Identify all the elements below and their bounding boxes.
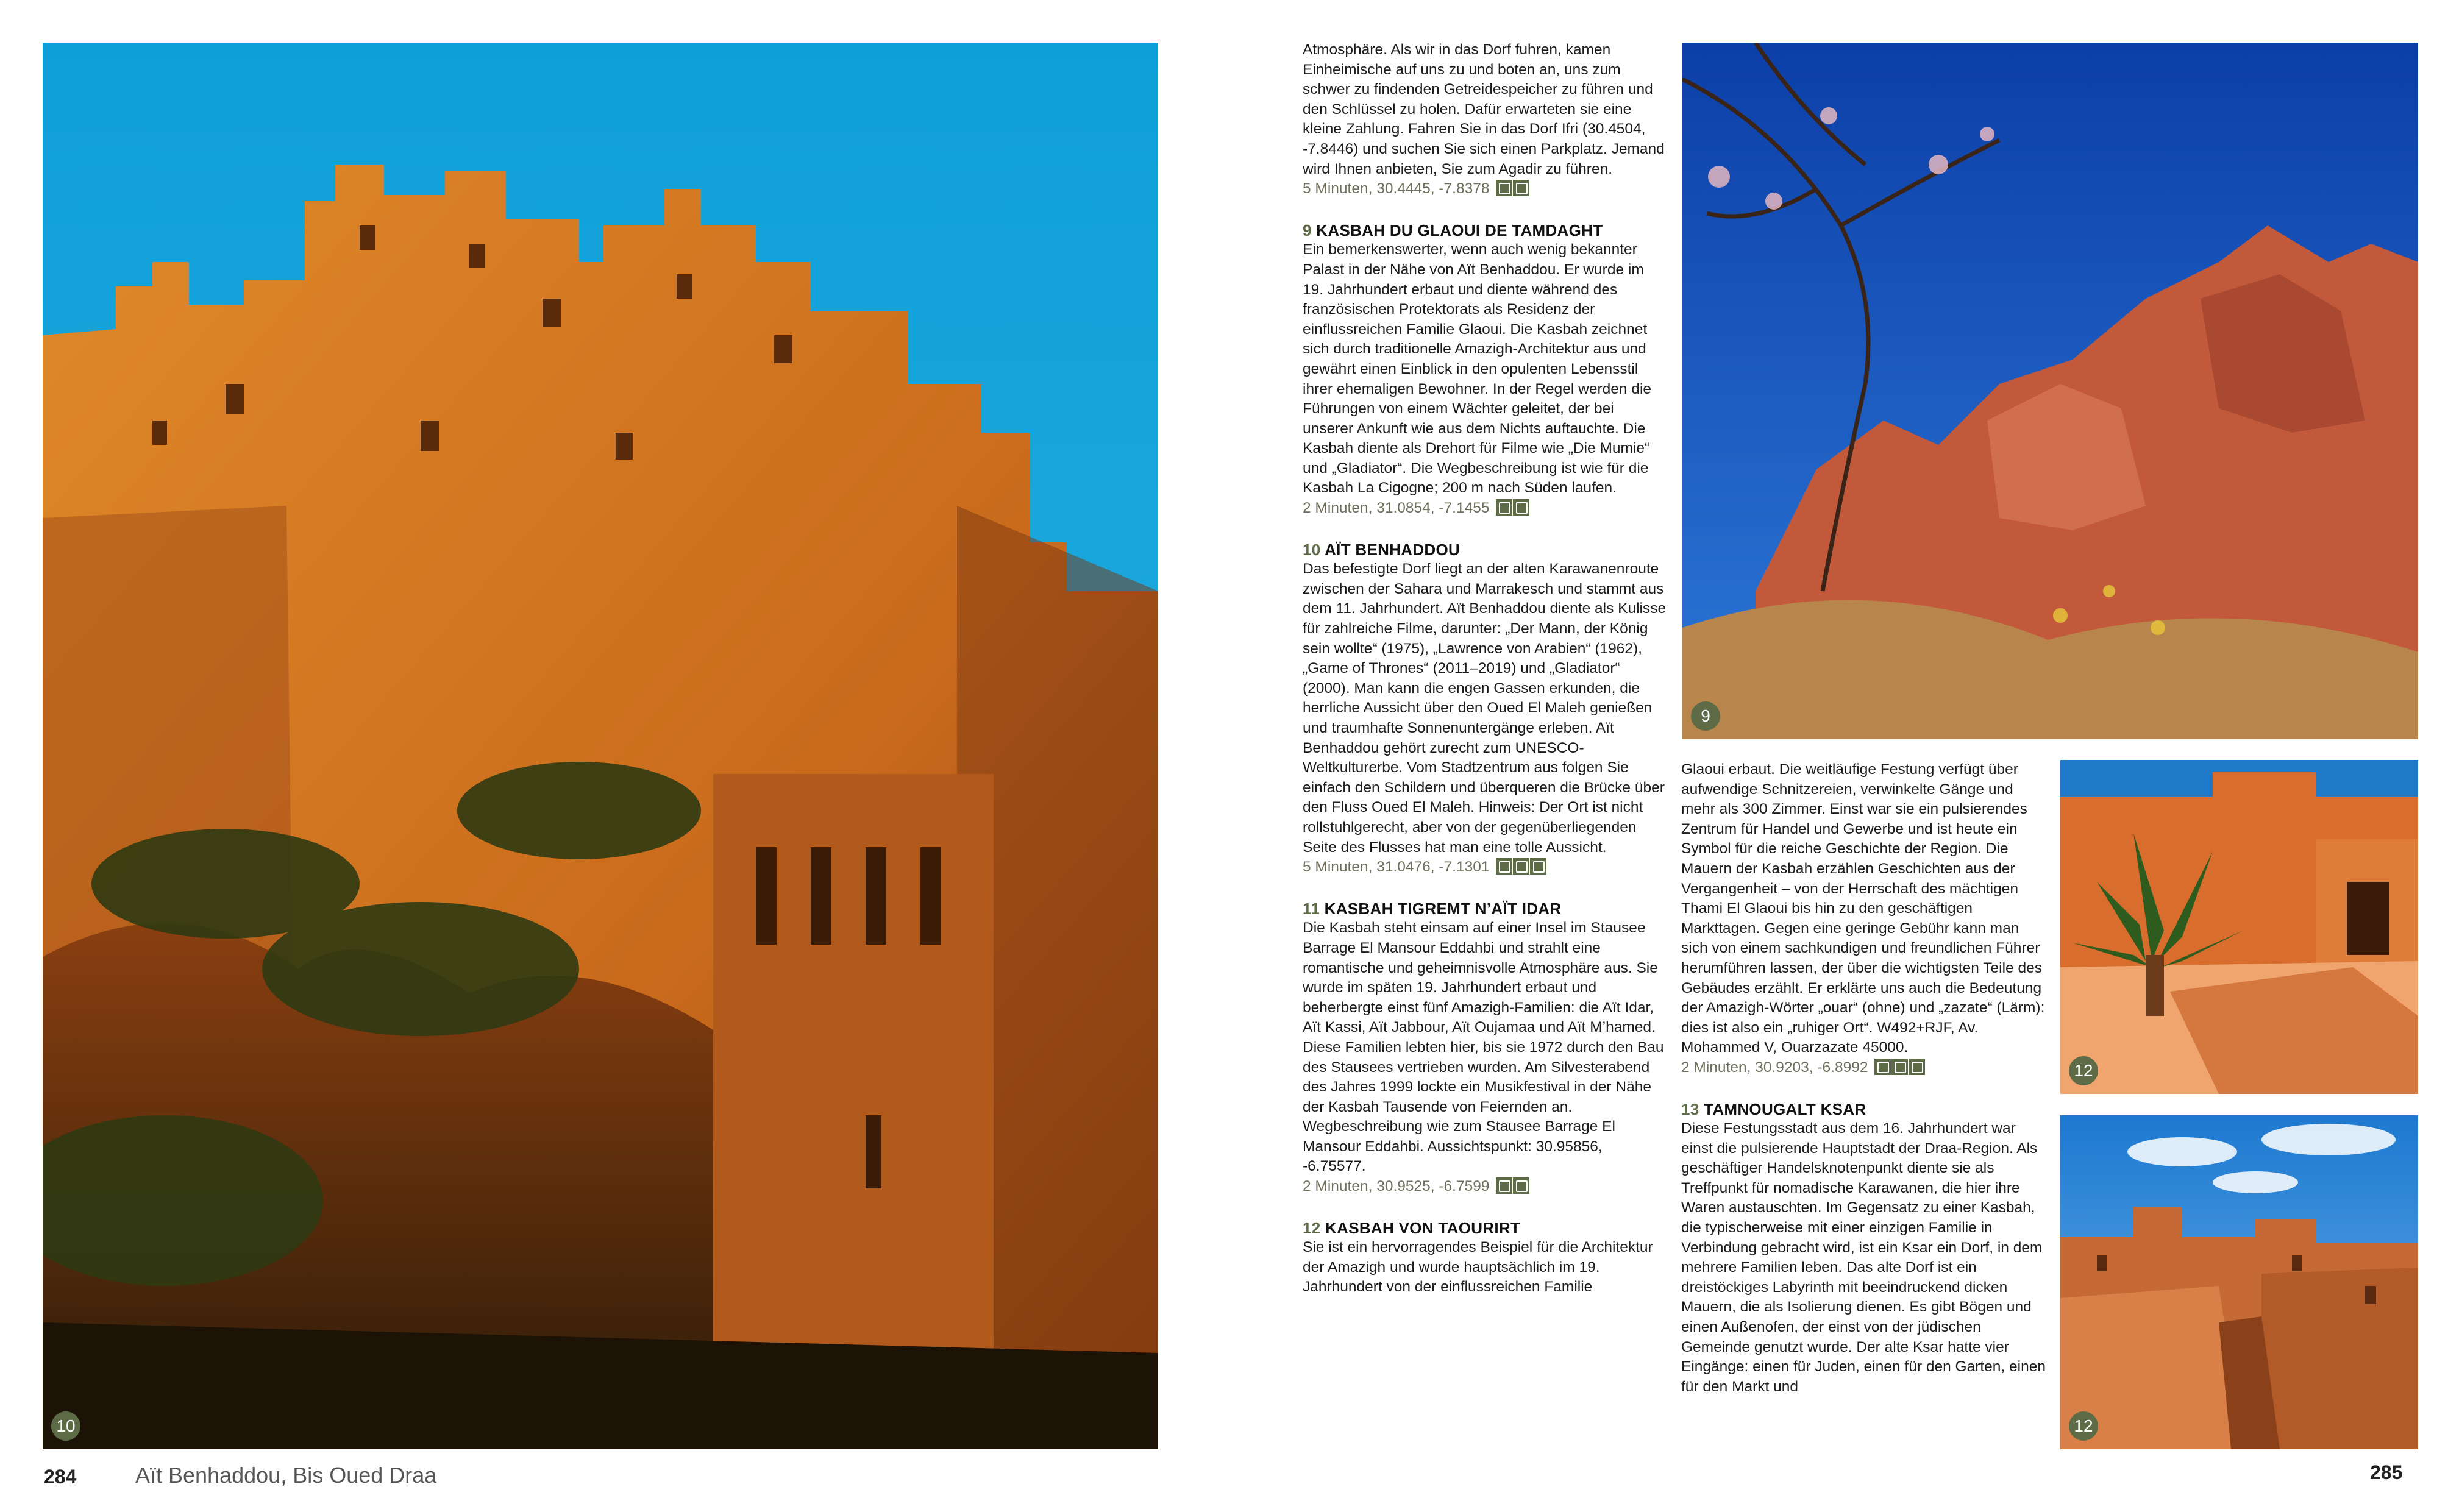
- entry-meta: [1303, 1177, 1668, 1200]
- entry-number: 11: [1303, 899, 1320, 918]
- photo-badge: 10: [51, 1411, 80, 1441]
- landscape-icon: [1909, 1059, 1925, 1075]
- photo-badge: 9: [1691, 701, 1720, 731]
- entry-title: AÏT BENHADDOU: [1325, 540, 1461, 559]
- meta-text: 2 Minuten, 31.0854, -7.1455: [1303, 500, 1490, 517]
- continued-meta: [1681, 1058, 2047, 1081]
- entry-10: [1303, 540, 1668, 881]
- entry-number: 13: [1681, 1099, 1699, 1118]
- entry-body: Die Kasbah steht einsam auf einer Insel im Stausee Barrage El Mansour Eddahbi und strahlt eine romantische und geheimnisvolle Atmosphäre aus. Sie wurde im späten 19. Jahrhundert erbaut und beherbergte einst fünf Amazigh-Familien: die Aït Idar, Aït Kassi, Aït Jabbour, Aït Oujamaa und Aït M’hamed. Diese Familien lebten hier, bis sie 1972 durch den Bau des Stausees vertrieben wurden. Am Silvesterabend des Jahres 1999 lockte ein Musikfestival in der Nähe der Kasbah Tausende von Feiernden an. Wegbeschreibung wie zum Stausee Barrage El Mansour Eddahbi. Aussichtspunkt: 30.95856, -6.75577.: [1303, 920, 1664, 1175]
- photo-tamnougalt-rooftops: [2060, 1115, 2418, 1449]
- entry-title: TAMNOUGALT KSAR: [1704, 1099, 1866, 1118]
- ticket-icon: [1513, 180, 1529, 196]
- entry-number: 9: [1303, 221, 1312, 240]
- photo-kasbah-taourirt-courtyard: [2060, 760, 2418, 1094]
- meta-text: 2 Minuten, 30.9203, -6.8992: [1681, 1059, 1868, 1076]
- entry-heading: [1681, 1099, 2047, 1120]
- entry-meta: [1303, 857, 1668, 881]
- pound-icon: [1874, 1059, 1891, 1075]
- camera-icon: [1513, 858, 1529, 875]
- entry-title: KASBAH TIGREMT N’AÏT IDAR: [1324, 899, 1562, 918]
- intro-meta: [1303, 179, 1668, 202]
- entry-title: KASBAH VON TAOURIRT: [1325, 1218, 1521, 1237]
- text-column-1: [1303, 40, 1668, 1297]
- ticket-icon: [1891, 1059, 1908, 1075]
- entry-12: [1303, 1218, 1668, 1297]
- entry-number: 12: [1303, 1218, 1321, 1237]
- meta-text: 5 Minuten, 31.0476, -7.1301: [1303, 859, 1490, 876]
- camera-icon: [1513, 1177, 1529, 1194]
- entry-title: KASBAH DU GLAOUI DE TAMDAGHT: [1316, 221, 1603, 240]
- photo-ait-benhaddou: [43, 43, 1158, 1449]
- meta-icons: [1496, 499, 1530, 522]
- entry-body: Ein bemerkenswerter, wenn auch wenig bekannter Palast in der Nähe von Aït Benhaddou. Er wurde im 19. Jahrhundert erbaut und diente während des französischen Protektorats als Residenz der einflussreichen Familie Glaoui. Die Kasbah zeichnet sich durch traditionelle Amazigh-Architektur aus und gewährt einen Einblick in den opulenten Lebensstil ihrer ehemaligen Bewohner. In der Regel werden die Führungen von einem Wächter geleitet, der bei unserer Ankunft wie aus dem Nichts auftauchte. Die Kasbah diente als Drehort für Filme wie „Die Mumie“ und „Gladiator“. Die Wegbeschreibung ist wie für die Kasbah La Cigogne; 200 m nach Süden laufen.: [1303, 241, 1652, 497]
- entry-13: [1681, 1099, 2047, 1397]
- entry-heading: [1303, 1218, 1668, 1238]
- meta-text: 5 Minuten, 30.4445, -7.8378: [1303, 180, 1490, 197]
- meta-icons: [1874, 1059, 1926, 1081]
- ticket-icon: [1513, 499, 1529, 516]
- entry-meta: [1303, 499, 1668, 522]
- entry-heading: [1303, 221, 1668, 241]
- entry-9: [1303, 221, 1668, 522]
- entry-body: Das befestigte Dorf liegt an der alten Karawanenroute zwischen der Sahara und Marrakesch und stammt aus dem 11. Jahrhundert. Aït Benhaddou diente als Kulisse für zahlreiche Filme, darunter: „Der Mann, der König sein wollte“ (1975), „Lawrence von Arabien“ (1962), „Game of Thrones“ (2011–2019) und „Gladiator“ (2000). Man kann die engen Gassen erkunden, die herrliche Aussicht über den Oued El Maleh genießen und traumhafte Sonnenuntergänge erleben. Aït Benhaddou gehört zurecht zum UNESCO-Weltkulturerbe. Vom Stadtzentrum aus folgen Sie einfach den Schildern und überqueren die Brücke über den Fluss Oued El Maleh. Hinweis: Der Ort ist nicht rollstuhlgerecht, aber von der gegenüberliegenden Seite des Flusses hat man eine tolle Aussicht.: [1303, 561, 1667, 856]
- entry-number: 10: [1303, 540, 1321, 559]
- entry-heading: [1303, 540, 1668, 560]
- meta-icons: [1496, 180, 1530, 202]
- entry-heading: [1303, 899, 1668, 919]
- pound-icon: [1496, 180, 1512, 196]
- hiker-icon: [1496, 858, 1512, 875]
- photo-badge: 12: [2069, 1411, 2098, 1441]
- meta-icons: [1496, 858, 1547, 881]
- photo-badge: 12: [2069, 1056, 2098, 1085]
- running-title: Aït Benhaddou, Bis Oued Draa: [135, 1463, 437, 1488]
- text-column-2: [1681, 760, 2047, 1397]
- continued-paragraph: Glaoui erbaut. Die weitläufige Festung verfügt über aufwendige Schnitzereien, verwinkelte Gänge und mehr als 300 Zimmer. Einst war sie ein pulsierendes Zentrum für Handel und Gewerbe und ist heute ein Symbol für die reiche Geschichte der Region. Die Mauern der Kasbah erzählen Geschichten aus der Vergangenheit – von der Herrschaft des mächtigen Thami El Glaoui bis hin zu den geschäftigen Markttagen. Gegen eine geringe Gebühr kann man sich von einem sachkundigen und freundlichen Führer herumführen lassen, der über die wichtigsten Teile des Gebäudes erzählt. Er erklärte uns auch die Bedeutung der Amazigh-Wörter „ouar“ (ohne) und „zazate“ (Lärm): dies ist also ein „ruhiger Ort“. W492+RJF, Av. Mohammed V, Ouarzazate 45000.: [1681, 761, 2045, 1056]
- entry-body: Diese Festungsstadt aus dem 16. Jahrhundert war einst die pulsierende Hauptstadt der Draa-Region. Als geschäftiger Handelsknotenpunkt diente sie als Treffpunkt für nomadische Karawanen, die hier ihre Waren austauschten. Im Gegensatz zu einer Kasbah, die typischerweise mit einer einzigen Familie in Verbindung gebracht wird, ist ein Ksar ein Dorf, in dem mehrere Familien leben. Das alte Dorf ist ein dreistöckiges Labyrinth mit beeindruckend dicken Mauern, die als Isolierung dienen. Es gibt Bögen und einen Außenofen, der einst von der jüdischen Gemeinde genutzt wurde. Der alte Ksar hatte vier Eingänge: einen für Juden, einen für den Garten, einen für den Markt und: [1681, 1120, 2046, 1395]
- sunset-icon: [1530, 858, 1546, 875]
- page-number-left: 284: [44, 1466, 77, 1488]
- entry-11: [1303, 899, 1668, 1200]
- pound-icon: [1496, 499, 1512, 516]
- meta-text: 2 Minuten, 30.9525, -6.7599: [1303, 1178, 1490, 1195]
- page-number-right: 285: [2370, 1461, 2403, 1483]
- photo-kasbah-glaoui: [1682, 43, 2418, 739]
- entry-body: Sie ist ein hervorragendes Beispiel für die Architektur der Amazigh und wurde hauptsächlich im 19. Jahrhundert von der einflussreichen Familie: [1303, 1239, 1653, 1296]
- hiker-icon: [1496, 1177, 1512, 1194]
- meta-icons: [1496, 1177, 1530, 1200]
- intro-paragraph: Atmosphäre. Als wir in das Dorf fuhren, kamen Einheimische auf uns zu und boten an, uns zum schwer zu findenden Getreidespeicher zu führen und den Schlüssel zu holen. Dafür erwarteten sie eine kleine Zahlung. Fahren Sie in das Dorf Ifri (30.4504, -7.8446) und suchen Sie sich einen Parkplatz. Jemand wird Ihnen anbieten, Sie zum Agadir zu führen.: [1303, 41, 1665, 177]
